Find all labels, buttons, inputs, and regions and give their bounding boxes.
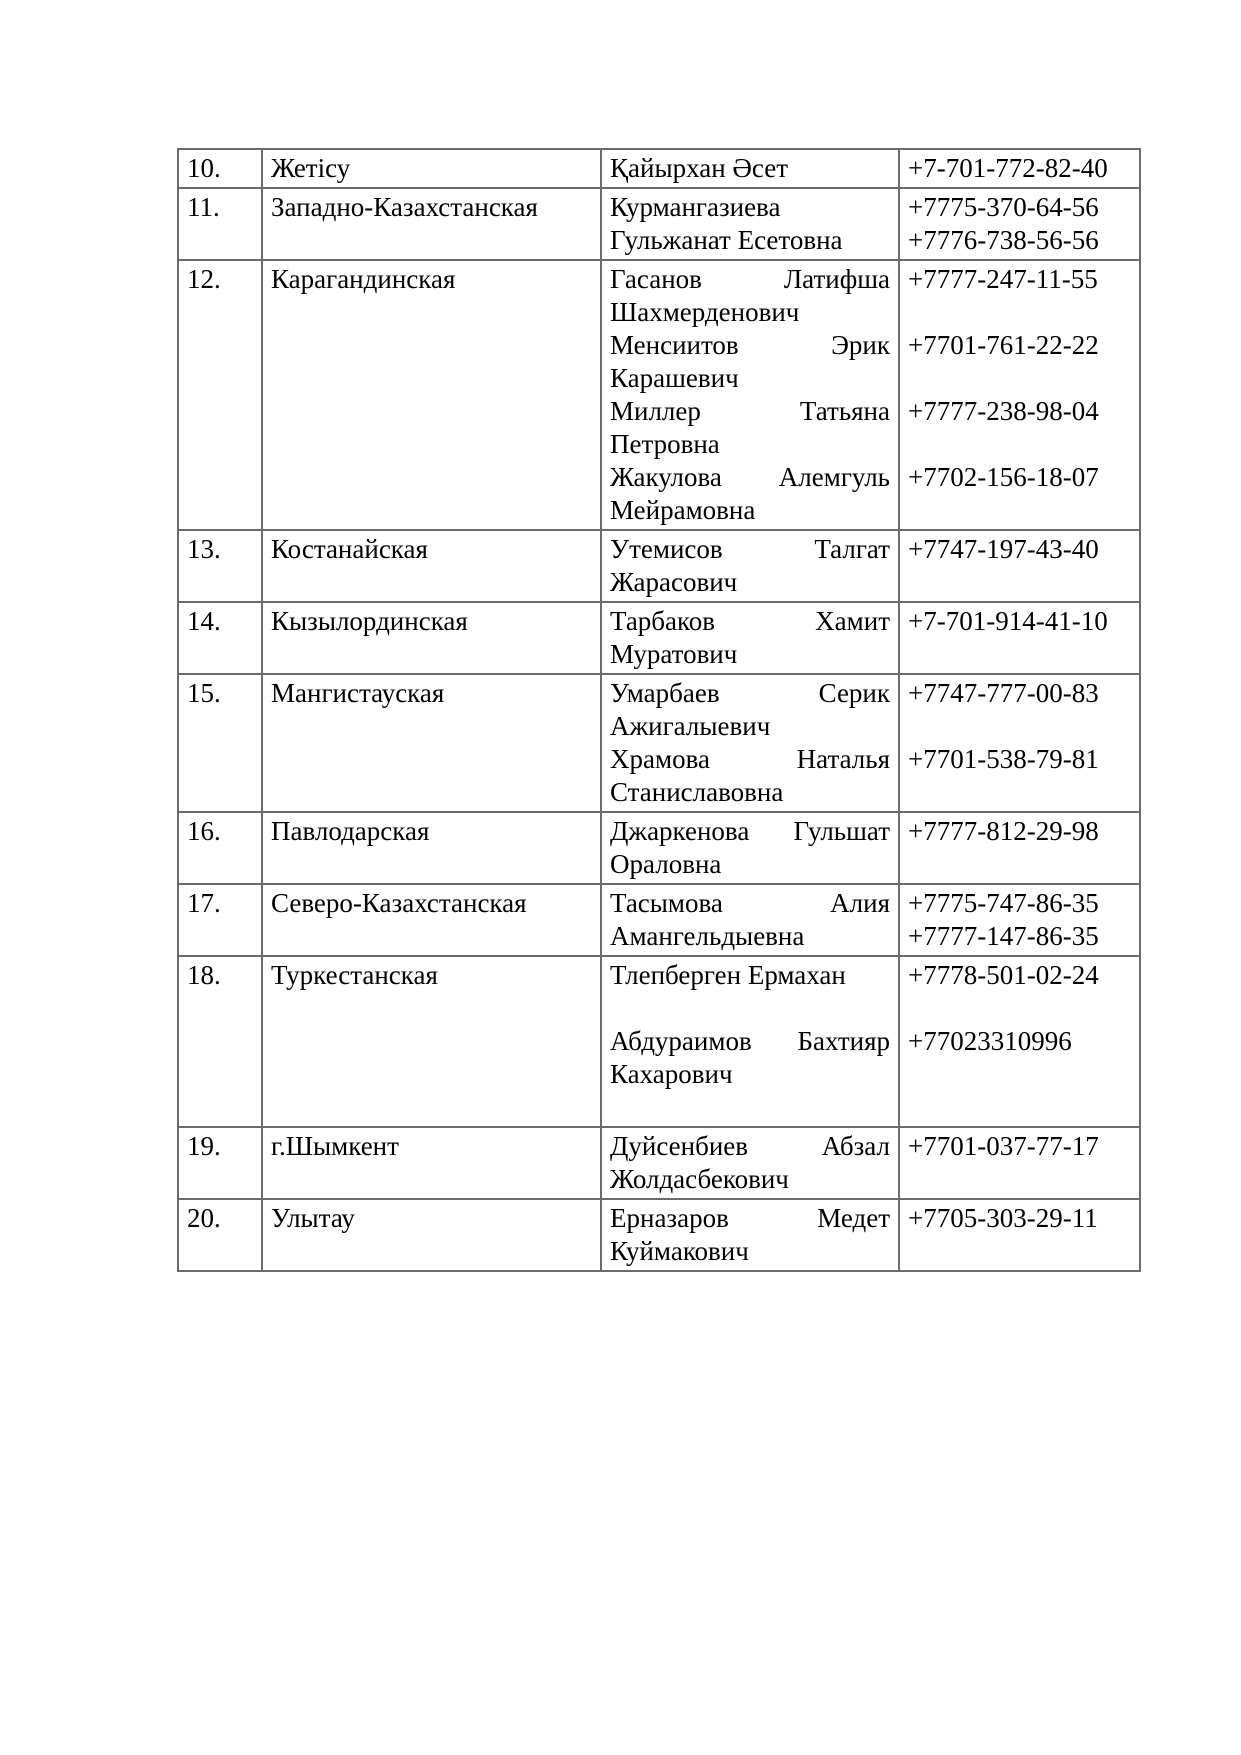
table-row [178, 260, 1140, 530]
table-row [178, 884, 1140, 956]
phone-number-line: +7776-738-56-56 [908, 225, 1099, 255]
phone-number-line: +7701-538-79-81 [908, 744, 1099, 774]
contact-names-cell [601, 149, 899, 188]
contact-name-line [610, 461, 890, 494]
row-number-cell [178, 1127, 262, 1199]
phone-number-line: +7775-370-64-56 [908, 192, 1099, 222]
contact-name-line: Тлепберген Ермахан [610, 960, 846, 990]
name-word: Бахтияр [797, 1026, 890, 1056]
phone-numbers-cell [899, 602, 1140, 674]
contact-names-cell [601, 602, 899, 674]
contact-name-line [610, 395, 890, 428]
name-word: Гульшат [793, 816, 890, 846]
phone-number-line [908, 296, 1131, 329]
contact-name-line [610, 1202, 890, 1235]
phone-number-line [908, 1235, 1131, 1268]
phone-number-line [908, 1163, 1131, 1196]
region-cell [262, 260, 601, 530]
name-word: Умарбаев [610, 678, 720, 708]
contact-name-line: Курмангазиева [610, 192, 781, 222]
contact-name-line: Қайырхан Әсет [610, 153, 789, 183]
phone-numbers-cell [899, 1127, 1140, 1199]
region-cell [262, 1127, 601, 1199]
contact-name-line: Карашевич [610, 363, 739, 393]
contact-name-line [610, 1025, 890, 1058]
phone-numbers-cell [899, 674, 1140, 812]
name-word: Ерназаров [610, 1203, 729, 1233]
row-number: 20. [187, 1203, 221, 1233]
name-word: Менсиитов [610, 330, 739, 360]
contact-name-line [610, 263, 890, 296]
region-name: Западно-Казахстанская [271, 192, 538, 222]
phone-numbers-cell [899, 188, 1140, 260]
contact-name-line [610, 815, 890, 848]
row-number-cell [178, 674, 262, 812]
table-row [178, 530, 1140, 602]
phone-number-line: +7701-761-22-22 [908, 330, 1099, 360]
region-cell [262, 956, 601, 1127]
contact-name-line [610, 533, 890, 566]
name-word: Миллер [610, 396, 701, 426]
row-number: 18. [187, 960, 221, 990]
contact-name-line [610, 329, 890, 362]
phone-number-line: +7777-147-86-35 [908, 921, 1099, 951]
row-number: 13. [187, 534, 221, 564]
table-row [178, 812, 1140, 884]
table-row [178, 188, 1140, 260]
row-number-cell [178, 260, 262, 530]
table-row [178, 602, 1140, 674]
region-name: Мангистауская [271, 678, 445, 708]
row-number-cell [178, 812, 262, 884]
row-number: 17. [187, 888, 221, 918]
name-word: Серик [818, 678, 890, 708]
name-word: Гасанов [610, 264, 702, 294]
contact-names-cell [601, 812, 899, 884]
contact-names-cell [601, 188, 899, 260]
phone-number-line [908, 992, 1131, 1025]
name-word: Абзал [821, 1131, 890, 1161]
phone-number-line [908, 710, 1131, 743]
region-cell [262, 188, 601, 260]
name-word: Алия [830, 888, 890, 918]
contact-name-line: Муратович [610, 639, 738, 669]
name-word: Талгат [814, 534, 890, 564]
contact-name-line [610, 1130, 890, 1163]
phone-number-line: +77023310996 [908, 1026, 1072, 1056]
contact-name-line [610, 743, 890, 776]
row-number-cell [178, 530, 262, 602]
phone-numbers-cell [899, 956, 1140, 1127]
name-word: Джаркенова [610, 816, 750, 846]
contacts-table [177, 148, 1141, 1272]
contact-name-line [610, 1091, 890, 1124]
region-name: Костанайская [271, 534, 428, 564]
phone-number-line: +7778-501-02-24 [908, 960, 1099, 990]
table-row [178, 1127, 1140, 1199]
row-number: 12. [187, 264, 221, 294]
row-number-cell [178, 188, 262, 260]
contact-name-line: Гульжанат Есетовна [610, 225, 843, 255]
phone-number-line: +7775-747-86-35 [908, 888, 1099, 918]
region-cell [262, 812, 601, 884]
phone-number-line [908, 566, 1131, 599]
contact-name-line [610, 992, 890, 1025]
table-row [178, 149, 1140, 188]
contact-name-line: Станиславовна [610, 777, 784, 807]
phone-numbers-cell [899, 1199, 1140, 1271]
name-word: Латифша [783, 264, 890, 294]
contact-name-line: Мейрамовна [610, 495, 756, 525]
region-name: г.Шымкент [271, 1131, 399, 1161]
row-number-cell [178, 602, 262, 674]
row-number: 16. [187, 816, 221, 846]
contact-name-line: Ажигалыевич [610, 711, 771, 741]
row-number-cell [178, 884, 262, 956]
row-number: 10. [187, 153, 221, 183]
name-word: Наталья [796, 744, 890, 774]
phone-number-line [908, 638, 1131, 671]
phone-number-line [908, 1058, 1131, 1091]
region-cell [262, 884, 601, 956]
phone-number-line [908, 362, 1131, 395]
contact-names-cell [601, 260, 899, 530]
region-name: Северо-Казахстанская [271, 888, 527, 918]
phone-number-line: +7702-156-18-07 [908, 462, 1099, 492]
phone-number-line: +7701-037-77-17 [908, 1131, 1099, 1161]
name-word: Татьяна [799, 396, 890, 426]
contact-name-line: Куймакович [610, 1236, 749, 1266]
phone-numbers-cell [899, 884, 1140, 956]
phone-number-line: +7747-777-00-83 [908, 678, 1099, 708]
contact-name-line: Жолдасбекович [610, 1164, 789, 1194]
region-cell [262, 674, 601, 812]
contact-names-cell [601, 956, 899, 1127]
phone-number-line: +7777-247-11-55 [908, 264, 1098, 294]
name-word: Эрик [831, 330, 890, 360]
name-word: Хамит [815, 606, 890, 636]
contact-name-line [610, 605, 890, 638]
table-body [178, 149, 1140, 1271]
row-number-cell [178, 956, 262, 1127]
region-cell [262, 1199, 601, 1271]
region-name: Туркестанская [271, 960, 438, 990]
name-word: Абдураимов [610, 1026, 752, 1056]
phone-numbers-cell [899, 149, 1140, 188]
row-number: 15. [187, 678, 221, 708]
contact-names-cell [601, 1127, 899, 1199]
table-row [178, 1199, 1140, 1271]
phone-number-line: +7747-197-43-40 [908, 534, 1099, 564]
region-name: Кызылординская [271, 606, 468, 636]
phone-numbers-cell [899, 812, 1140, 884]
contact-name-line: Ораловна [610, 849, 722, 879]
phone-number-line [908, 1091, 1131, 1124]
table-row [178, 674, 1140, 812]
row-number: 11. [187, 192, 220, 222]
contact-names-cell [601, 530, 899, 602]
name-word: Медет [817, 1203, 890, 1233]
phone-numbers-cell [899, 260, 1140, 530]
region-cell [262, 530, 601, 602]
phone-number-line [908, 776, 1131, 809]
contact-name-line: Жарасович [610, 567, 738, 597]
name-word: Утемисов [610, 534, 723, 564]
name-word: Дуйсенбиев [610, 1131, 749, 1161]
contact-names-cell [601, 674, 899, 812]
phone-number-line [908, 494, 1131, 527]
contact-names-cell [601, 1199, 899, 1271]
phone-number-line: +7-701-772-82-40 [908, 153, 1108, 183]
contact-name-line: Кахарович [610, 1059, 733, 1089]
row-number-cell [178, 149, 262, 188]
region-name: Улытау [271, 1203, 355, 1233]
region-name: Жетісу [271, 153, 351, 183]
region-name: Карагандинская [271, 264, 456, 294]
phone-numbers-cell [899, 530, 1140, 602]
phone-number-line [908, 848, 1131, 881]
row-number: 14. [187, 606, 221, 636]
name-word: Храмова [610, 744, 710, 774]
name-word: Тасымова [610, 888, 723, 918]
contact-name-line: Шахмерденович [610, 297, 800, 327]
region-cell [262, 602, 601, 674]
phone-number-line: +7777-238-98-04 [908, 396, 1099, 426]
contact-name-line: Петровна [610, 429, 720, 459]
contact-names-cell [601, 884, 899, 956]
region-name: Павлодарская [271, 816, 430, 846]
region-cell [262, 149, 601, 188]
phone-number-line: +7-701-914-41-10 [908, 606, 1108, 636]
row-number-cell [178, 1199, 262, 1271]
contact-name-line [610, 887, 890, 920]
phone-number-line: +7705-303-29-11 [908, 1203, 1098, 1233]
name-word: Жакулова [610, 462, 722, 492]
phone-number-line: +7777-812-29-98 [908, 816, 1099, 846]
contact-name-line [610, 677, 890, 710]
row-number: 19. [187, 1131, 221, 1161]
name-word: Тарбаков [610, 606, 716, 636]
table-row [178, 956, 1140, 1127]
phone-number-line [908, 428, 1131, 461]
name-word: Алемгуль [778, 462, 890, 492]
contact-name-line: Амангельдыевна [610, 921, 805, 951]
